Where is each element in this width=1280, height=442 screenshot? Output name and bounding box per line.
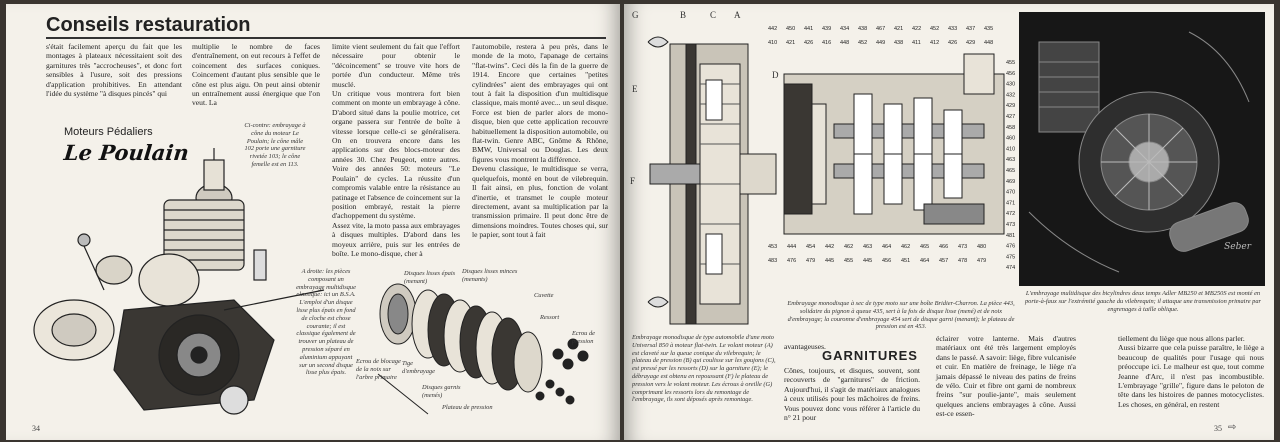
poulain-engine-illustration — [24, 140, 324, 440]
part-number-label: 472 — [1006, 211, 1016, 218]
part-number-label: 444 — [787, 244, 797, 250]
diagram-letter-a: A — [734, 10, 741, 20]
label-pressure-plate: Plateau de pression — [442, 404, 493, 411]
part-number-label: 439 — [822, 26, 832, 32]
part-number-label: 442 — [825, 244, 835, 250]
text-column-2: multiplie le nombre de faces d'entraînement, on eut recours à l'effet de coincement des surfaces coniques. Coincement d'autant plus sensible que le cône est plus aigu. On peut ainsi obtenir un entraînement aussi énergique que l'on veut. La — [192, 42, 320, 108]
part-number-label: 473 — [958, 244, 968, 250]
part-number-label: 445 — [863, 258, 873, 264]
label-clutch-rod: Tige d'embrayage — [402, 360, 435, 375]
part-number-label: 470 — [1006, 189, 1016, 196]
part-number-label: 480 — [977, 244, 987, 250]
part-number-label: 433 — [948, 26, 958, 32]
part-number-label: 422 — [912, 26, 922, 32]
text-column-d: tiellement du liège que nous allons parler. Aussi bizarre que cela puisse paraître, le liège a beaucoup de qualités pour l'usage qui nous préoccupe ici. Le malheur est que, tout comme Jeanne d'Arc, il n'est pas incombustible. L'embrayage "grille", figure dans le peloton de tête dans les histoires de pannes motocyclistes. Les choses, en général, en restent — [1118, 334, 1264, 409]
part-number-label: 427 — [1006, 114, 1016, 120]
part-number-label: 435 — [984, 26, 994, 32]
left-page — [6, 4, 620, 440]
part-number-label: 441 — [804, 26, 814, 32]
diagram-letter-c: C — [710, 10, 717, 20]
text-column-b: Cônes, toujours, et disques, souvent, sont recouverts de "garnitures" de friction. Aujourd'hui, il s'agit de matériaux analogues à ceux utilisés pour les mâchoires de freins. Vous pouvez donc vous référer à l'article du n° 21 pour — [784, 366, 920, 423]
label-pressure-nut: Ecrou de pression — [572, 330, 596, 345]
diagram-letter-f: F — [630, 176, 636, 186]
universal-clutch-diagram — [630, 24, 778, 330]
part-number-label: 421 — [786, 40, 796, 46]
next-page-arrow-icon: ⇨ — [1228, 422, 1237, 433]
part-number-label: 462 — [901, 244, 911, 250]
part-number-label: 410 — [1006, 146, 1016, 153]
part-number-label: 479 — [806, 258, 816, 264]
label-cup: Cuvette — [534, 292, 554, 299]
label-lined-discs: Disques garnis (menés) — [422, 384, 461, 399]
part-number-label: 466 — [939, 244, 949, 250]
brand-logo: Le Poulain — [62, 140, 191, 165]
text-column-4: l'automobile, restera à peu près, dans le monde de la moto, l'apanage de certains "flat-twins". Ceci dès la fin de la guerre de 1914. Encore que certaines "petites cylindrées" aient des embrayages qui ont tout à fait la disposition d'un multidisque classique, mais monté avec... un seul disque. Force est bien de parler alors de mono-disque, bien que cette application recouvre habituellement la disposition automobile, ou flat-twin. Genre ABC, Gnôme & Rhône, BMW, Universal ou Douglas. Les deux figures vous montrent la différence. Devenu classique, le multidisque se verra, quelquefois, monté en bout de vilebrequin. Il fait ainsi, en plus, fonction de volant d'inertie, et transmet le couple moteur directement, avant sa multiplication par la transmission primaire. Il peut donc être de dimensions moindres. Toutes choses qui, sur le papier, sont tout à fait — [472, 42, 608, 240]
part-number-label: 412 — [930, 40, 940, 46]
part-number-label: 473 — [1006, 222, 1016, 228]
part-number-label: 442 — [768, 26, 778, 32]
part-number-label: 432 — [1006, 92, 1016, 99]
caption-cone-clutch: Ci-contre: embrayage à cône du moteur Le Poulain; le cône mâle 102 porte une garniture rivetée 103; le cône femelle est en 113. — [244, 122, 306, 168]
diagram-letter-b: B — [680, 10, 687, 20]
part-number-label: 410 — [768, 40, 778, 46]
label-thick-plain-discs: Disques lisses épais (menant) — [404, 270, 456, 285]
part-number-label: 476 — [787, 258, 797, 264]
text-column-c: éclairer votre lanterne. Mais d'autres matériaux ont été très largement employés dans le passé. A savoir: liège, fibre vulcanisée et cuir. En matière de freinage, le liège n'a jamais dépassé le niveau des patins de freins de vélo. Cuir et fibre ont garni de nombreux freins "sur poulie-jante", mais seulement quelques anciens embrayages à cône. Aussi est-ce essen- — [936, 334, 1076, 419]
part-number-label: 478 — [958, 258, 968, 264]
part-number-label: 456 — [1006, 70, 1016, 77]
artist-signature: Seber — [1224, 242, 1251, 252]
part-number-label: 458 — [1006, 124, 1016, 131]
part-number-label: 449 — [876, 40, 886, 46]
part-number-label: 416 — [822, 40, 832, 46]
part-number-label: 453 — [768, 244, 778, 250]
part-number-label: 465 — [920, 244, 930, 250]
page-number-left: 34 — [32, 424, 40, 433]
label-thin-plain-discs: Disques lisses minces (menants) — [462, 268, 518, 283]
part-number-label: 452 — [930, 26, 940, 32]
part-number-label: 481 — [1006, 232, 1016, 239]
part-number-label: 464 — [920, 258, 930, 264]
part-number-label: 438 — [858, 26, 868, 32]
part-number-label: 483 — [768, 258, 778, 264]
part-number-label: 411 — [912, 40, 921, 46]
brand-subtitle: Moteurs Pédaliers — [64, 126, 153, 138]
diagram-letter-g: G — [632, 10, 639, 20]
page-title: Conseils restauration — [46, 14, 251, 36]
caption-bsa-clutch: A droite: les pièces composant un embrayage multidisque classique: ici un B.S.A. L'emploi d'un disque lisse plus épais en fond de cloche est chose courante; il est classique également de trouver un plateau de pression séparé en aluminium appuyant sur un second disque lisse plus épais. — [296, 268, 356, 377]
diagram-letter-e: E — [632, 84, 638, 94]
part-number-label: 455 — [844, 258, 854, 264]
part-number-label: 455 — [1006, 60, 1016, 66]
caption-adler-clutch: L'embrayage multidisque des bicylindres deux temps Adler MB250 et MB250S est monté en porte-à-faux sur l'extrémité gauche du vilebrequin; il attaque une transmission primaire par engrenages à taille oblique. — [1024, 290, 1262, 313]
part-number-label: 467 — [876, 26, 886, 32]
part-number-label: 438 — [894, 40, 904, 46]
diagram-letter-d: D — [772, 70, 779, 80]
part-number-label: 450 — [786, 26, 796, 32]
part-number-label: 479 — [977, 258, 987, 264]
part-number-label: 457 — [939, 258, 949, 264]
label-spring: Ressort — [540, 314, 560, 321]
part-number-label: 429 — [1006, 103, 1016, 110]
part-number-label: 448 — [984, 40, 994, 46]
part-number-label: 476 — [1006, 243, 1016, 250]
part-number-label: 448 — [840, 40, 850, 46]
part-number-label: 463 — [1006, 157, 1016, 164]
part-number-label: 452 — [858, 40, 868, 46]
part-number-label: 462 — [844, 244, 854, 250]
part-number-label: 460 — [1006, 135, 1016, 142]
caption-universal-clutch: Embrayage monodisque de type automobile d'une moto Universal 850 à moteur flat-twin. Le volant moteur (A) est claveté sur la queue conique du vilebrequin; le plateau de pression (B) qui coulisse sur les goujons (C), est pressé par les ressorts (D) sur la garniture (E); le débrayage est obtenu en repoussant (F) le plateau de pression vers le volant moteur. Les écrous à oreille (G) comprimant les ressorts lors du remontage de l'embrayage, ils sont déposés après remontage. — [632, 334, 776, 404]
text-column-1: s'était facilement aperçu du fait que les montages à plateaux nécessitaient soit des garnitures très "accrocheuses", et donc fort sensibles à l'usure, soit des pressions d'application prohibitives. En attendant l'idée du système "à disques pincés" qui — [46, 42, 182, 99]
part-number-label: 463 — [863, 244, 873, 250]
label-lock-nut: Ecrou de blocage de la noix sur l'arbre primaire — [356, 358, 401, 381]
part-number-label: 429 — [966, 40, 976, 46]
part-number-label: 426 — [948, 40, 958, 46]
part-number-label: 437 — [966, 26, 976, 32]
part-number-label: 426 — [804, 40, 814, 46]
page-number-right: 35 — [1214, 424, 1222, 433]
adler-clutch-illustration — [1019, 12, 1265, 286]
part-number-label: 474 — [1006, 265, 1016, 272]
part-number-label: 434 — [840, 26, 850, 32]
part-number-label: 430 — [1006, 81, 1016, 88]
title-rule — [46, 37, 606, 39]
part-number-label: 465 — [1006, 168, 1016, 174]
part-number-label: 471 — [1006, 200, 1016, 207]
part-number-label: 421 — [894, 26, 904, 32]
right-page — [624, 4, 1274, 440]
part-number-label: 464 — [882, 244, 892, 250]
caption-bridier-charron: Embrayage monodisque à sec de type moto sur une boîte Bridier-Charron. La pièce 443, solidaire du pignon à queue 435, sert à la fois de disque lisse (mené) et de noix d'embrayage; la couronne d'embrayage 454 sert de disque garni (menant); le plateau de pression est en 453. — [787, 300, 1015, 331]
text-carryover: avantageuses. — [784, 342, 826, 351]
part-number-label: 456 — [882, 258, 892, 264]
part-number-label: 475 — [1006, 254, 1016, 261]
part-number-label: 454 — [806, 244, 816, 250]
part-number-label: 445 — [825, 258, 835, 264]
bridier-charron-gearbox-diagram — [764, 24, 1022, 282]
text-column-3: limite vient seulement du fait que l'effort nécessaire pour obtenir le "décoincement" se trouve vite hors de portée d'un conducteur. Même très musclé. Un critique vous montrera fort bien comment on monte un embrayage à cône. D'abord situé dans la poulie motrice, cet organe passera sur l'entrée de boîte à vitesse lorsque celle-ci se généralisera. On en trouvera encore dans les applications sur des blocs-moteur des années 30. Chez Peugeot, entre autres. Voire des années 50: moteurs "Le Poulain" de cycles. La réussite d'un compromis valable entre la résistance au patinage et l'absence de coincement sur la position embrayé, restait la pierre d'achoppement du système. Assez vite, la moto passa aux embrayages à disques multiples. D'abord dans les moyeux arrière, puis sur les entrées de boîte. Le mono-disque, cher à — [332, 42, 460, 258]
part-number-label: 451 — [901, 258, 911, 264]
part-number-label: 469 — [1006, 178, 1016, 185]
section-heading-garnitures: GARNITURES — [822, 348, 918, 363]
